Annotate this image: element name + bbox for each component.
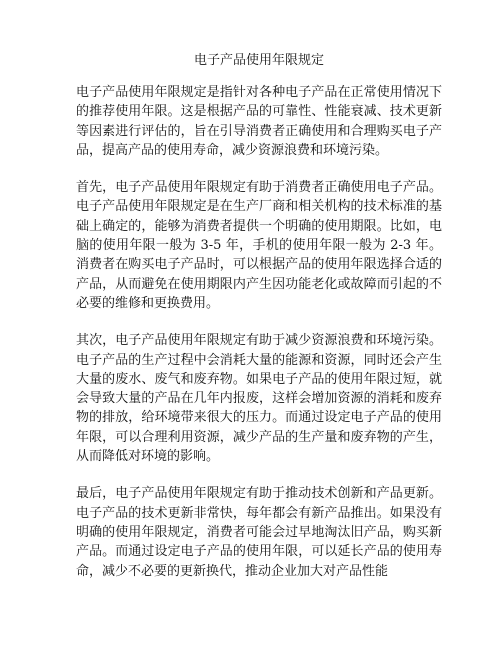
paragraph-third-point: 最后，电子产品使用年限规定有助于推动技术创新和产品更新。电子产品的技术更新非常快，每年都会有新产品推出。如果没有明确的使用年限规定，消费者可能会过早地淘汰旧产品，购买新产品。而通过设定电子产品的使用年限，可以延长产品的使用寿命，减少不必要的更新换代，推动企业加大对产品性能 xyxy=(76,486,442,579)
paragraph-intro: 电子产品使用年限规定是指针对各种电子产品在正常使用情况下的推荐使用年限。这是根据产品的可靠性、性能衰减、技术更新等因素进行评估的，旨在引导消费者正确使用和合理购买电子产品，提高产品的使用寿命，减少资源浪费和环境污染。 xyxy=(76,85,442,158)
paragraph-first-point: 首先，电子产品使用年限规定有助于消费者正确使用电子产品。电子产品使用年限规定是在生产厂商和相关机构的技术标准的基础上确定的，能够为消费者提供一个明确的使用期限。比如，电脑的使用年限一般为 3-5 年，手机的使用年限一般为 2-3 年。消费者在购买电子产品时，可以根据产品的使用年限选择合适的产品，从而避免在使用期限内产生因功能老化或故障而引起的不必要的维修和更换费用。 xyxy=(76,180,442,311)
paragraph-second-point: 其次，电子产品使用年限规定有助于减少资源浪费和环境污染。电子产品的生产过程中会消耗大量的能源和资源，同时还会产生大量的废水、废气和废弃物。如果电子产品的使用年限过短，就会导致大量的产品在几年内报废，这样会增加资源的消耗和废弃物的排放，给环境带来很大的压力。而通过设定电子产品的使用年限，可以合理利用资源，减少产品的生产量和废弃物的产生，从而降低对环境的影响。 xyxy=(76,333,442,465)
document-title: 电子产品使用年限规定 xyxy=(193,53,324,68)
